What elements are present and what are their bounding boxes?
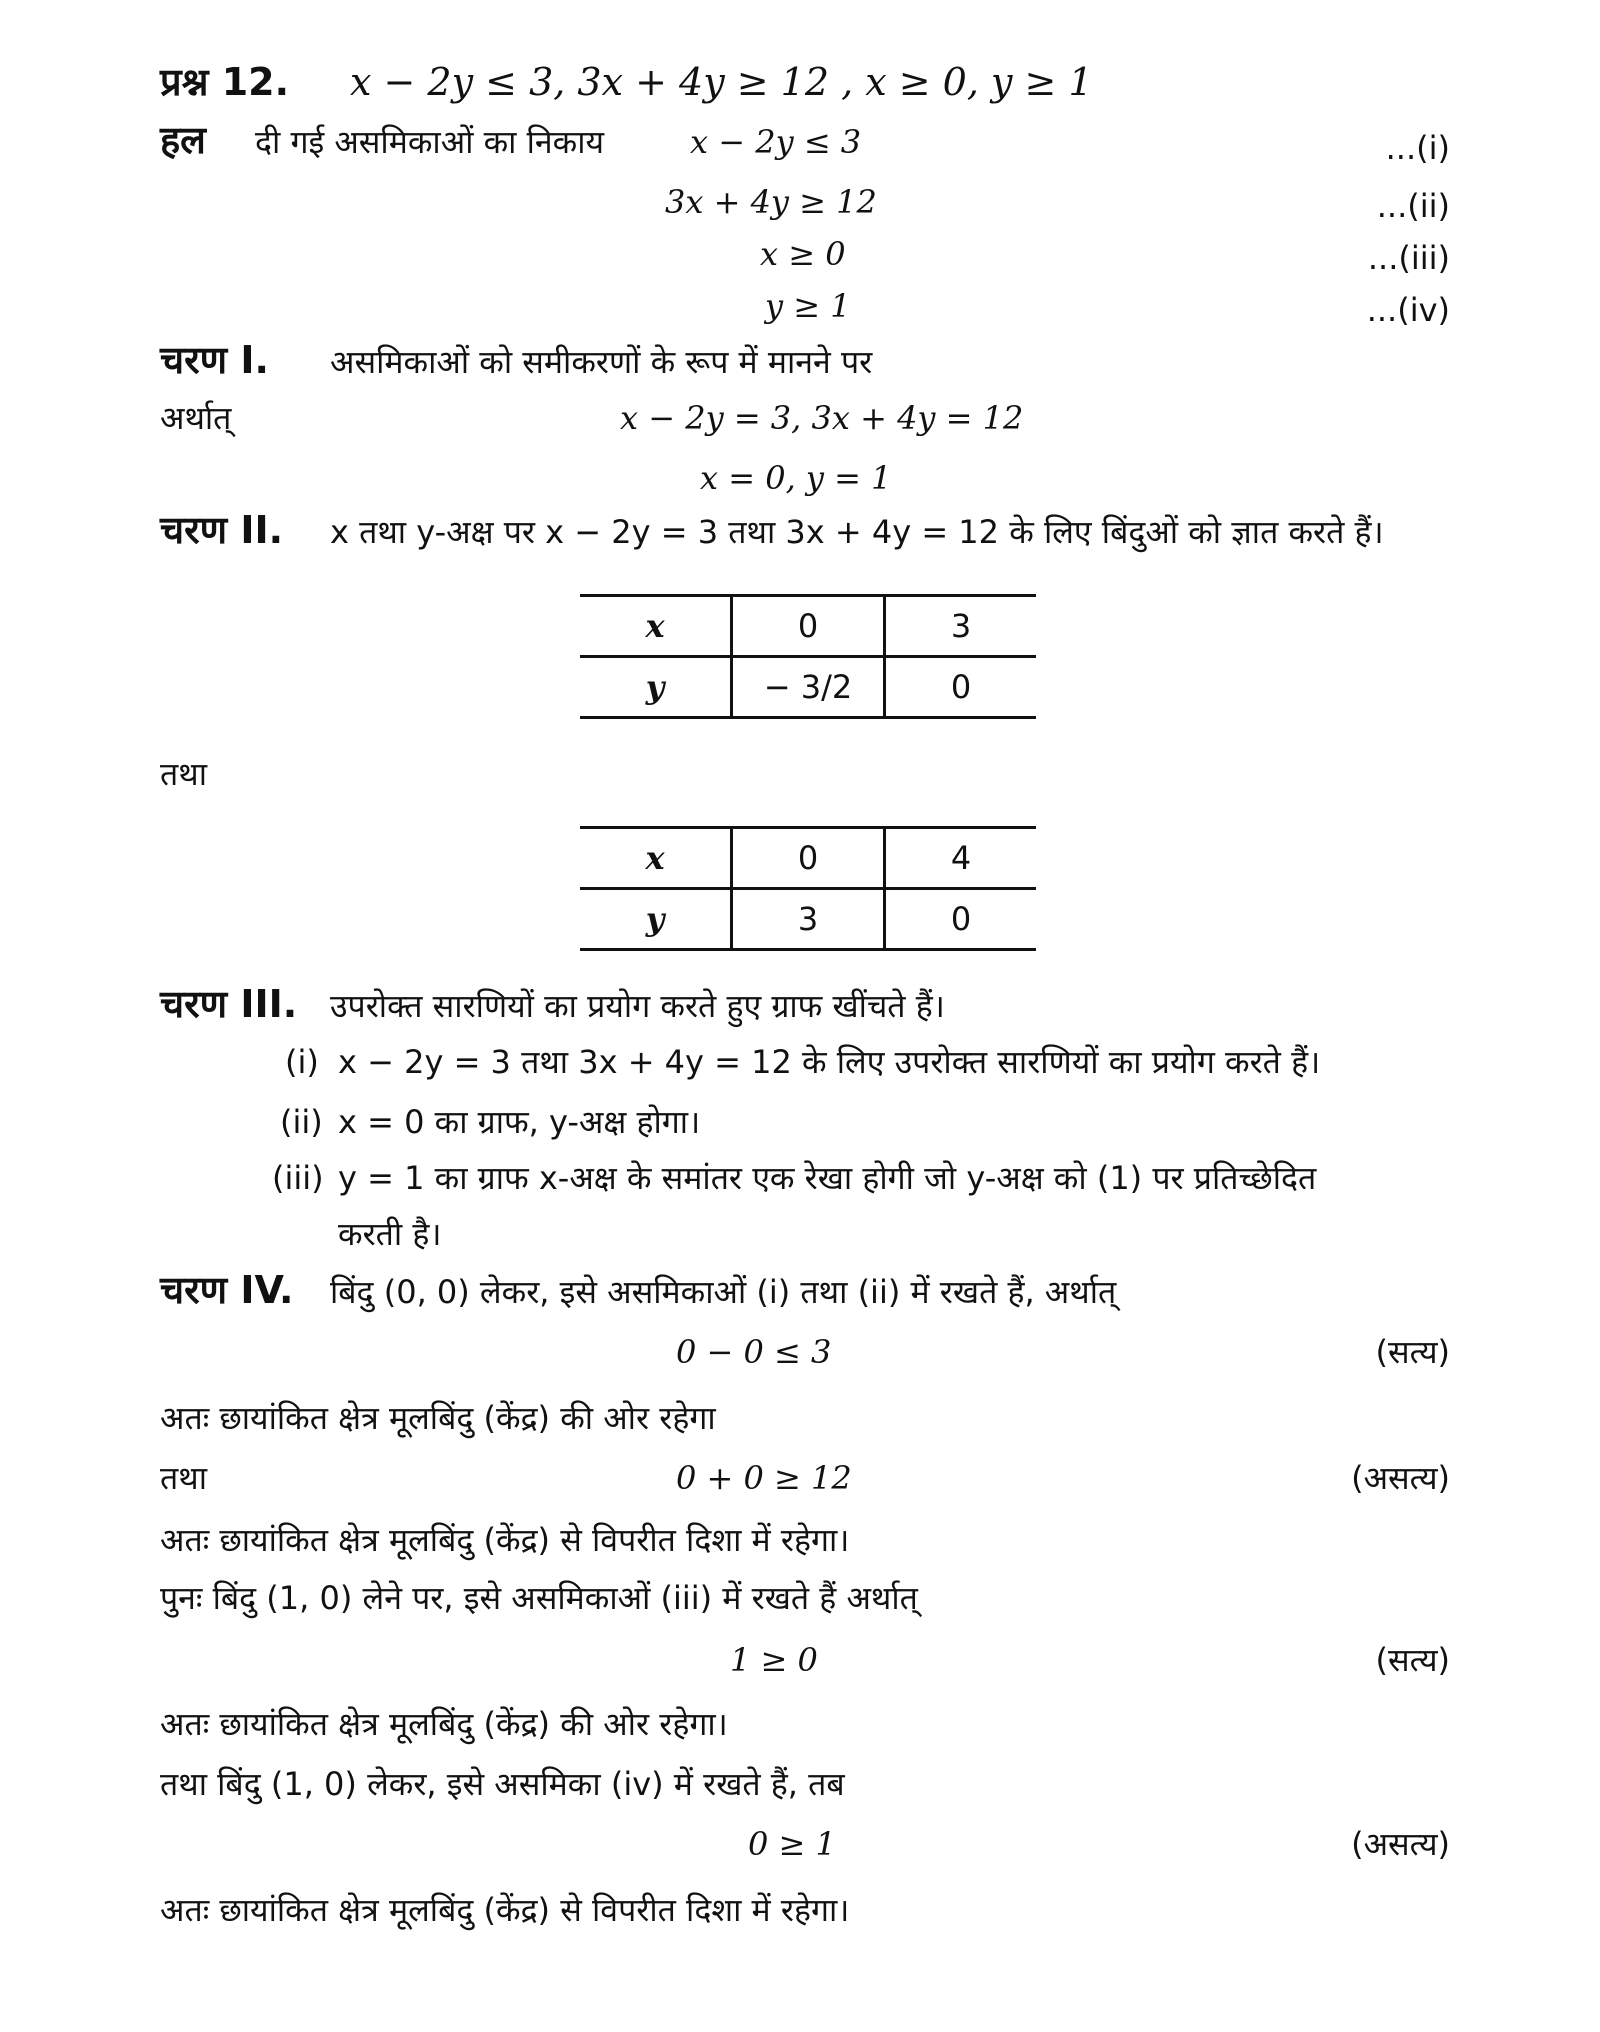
check-1-tag: (सत्य) bbox=[1375, 1333, 1450, 1371]
table-cell: 3 bbox=[885, 596, 1037, 657]
step3-item2-num: (ii) bbox=[280, 1103, 323, 1141]
step1-eq1: x − 2y = 3, 3x + 4y = 12 bbox=[620, 399, 1024, 437]
step3-item3-text2: करती है। bbox=[338, 1215, 442, 1253]
check-2: 0 + 0 ≥ 12 bbox=[676, 1459, 852, 1497]
conclusion-2: अतः छायांकित क्षेत्र मूलबिंदु (केंद्र) से विपरीत दिशा में रहेगा। bbox=[160, 1521, 850, 1559]
inequality-4-tag: ...(iv) bbox=[1366, 291, 1450, 329]
question-statement: x − 2y ≤ 3, 3x + 4y ≥ 12 , x ≥ 0, y ≥ 1 bbox=[350, 60, 1093, 104]
check-4: 0 ≥ 1 bbox=[748, 1825, 836, 1863]
step3-text: उपरोक्त सारणियों का प्रयोग करते हुए ग्राफ खींचते हैं। bbox=[330, 987, 945, 1025]
check-3-tag: (सत्य) bbox=[1375, 1641, 1450, 1679]
step1-arthat: अर्थात् bbox=[160, 399, 232, 437]
inequality-3-tag: ...(iii) bbox=[1367, 239, 1450, 277]
table-cell: 0 bbox=[732, 596, 885, 657]
table-cell: 0 bbox=[732, 828, 885, 889]
check-1: 0 − 0 ≤ 3 bbox=[676, 1333, 832, 1371]
inequality-2-tag: ...(ii) bbox=[1376, 187, 1450, 225]
table-row bbox=[580, 828, 1036, 889]
inequality-2: 3x + 4y ≥ 12 bbox=[665, 183, 877, 221]
table-cell: 4 bbox=[885, 828, 1037, 889]
step2-tatha: तथा bbox=[160, 755, 207, 793]
step2-label: चरण II. bbox=[160, 508, 284, 552]
check-4-tag: (असत्य) bbox=[1351, 1825, 1450, 1863]
step4-text: बिंदु (0, 0) लेकर, इसे असमिकाओं (i) तथा (ii) में रखते हैं, अर्थात् bbox=[330, 1273, 1117, 1311]
step1-eq2: x = 0, y = 1 bbox=[700, 459, 892, 497]
step3-item1-num: (i) bbox=[285, 1043, 319, 1081]
question-label: प्रश्न 12. bbox=[160, 60, 290, 104]
inequality-4: y ≥ 1 bbox=[765, 287, 851, 325]
step3-item1-text: x − 2y = 3 तथा 3x + 4y = 12 के लिए उपरोक्त सारणियों का प्रयोग करते हैं। bbox=[338, 1043, 1321, 1081]
table-cell: 3 bbox=[732, 889, 885, 950]
solution-intro: दी गई असमिकाओं का निकाय bbox=[255, 123, 605, 161]
conclusion-4: अतः छायांकित क्षेत्र मूलबिंदु (केंद्र) से विपरीत दिशा में रहेगा। bbox=[160, 1891, 850, 1929]
table-cell: x bbox=[580, 596, 732, 657]
conclusion-1: अतः छायांकित क्षेत्र मूलबिंदु (केंद्र) की ओर रहेगा bbox=[160, 1399, 716, 1437]
check-3: 1 ≥ 0 bbox=[730, 1641, 818, 1679]
step3-item3-text: y = 1 का ग्राफ x-अक्ष के समांतर एक रेखा होगी जो y-अक्ष को (1) पर प्रतिच्छेदित bbox=[338, 1159, 1317, 1197]
inequality-1: x − 2y ≤ 3 bbox=[690, 123, 862, 161]
solution-label: हल bbox=[160, 118, 206, 162]
again-text: पुनः बिंदु (1, 0) लेने पर, इसे असमिकाओं (iii) में रखते हैं अर्थात् bbox=[160, 1579, 918, 1617]
again2-text: तथा बिंदु (1, 0) लेकर, इसे असमिका (iv) में रखते हैं, तब bbox=[160, 1765, 845, 1803]
step1-label: चरण I. bbox=[160, 338, 269, 382]
table-row bbox=[580, 596, 1036, 657]
step3-label: चरण III. bbox=[160, 982, 298, 1026]
step3-item3-num: (iii) bbox=[272, 1159, 324, 1197]
table-row bbox=[580, 889, 1036, 950]
step4-tatha: तथा bbox=[160, 1459, 207, 1497]
value-table-1 bbox=[580, 594, 1036, 719]
value-table-2 bbox=[580, 826, 1036, 951]
table-row bbox=[580, 657, 1036, 718]
table-cell: − 3/2 bbox=[732, 657, 885, 718]
step3-item2-text: x = 0 का ग्राफ, y-अक्ष होगा। bbox=[338, 1103, 701, 1141]
table-cell: y bbox=[580, 657, 732, 718]
inequality-1-tag: ...(i) bbox=[1385, 129, 1450, 167]
table-cell: y bbox=[580, 889, 732, 950]
step2-text: x तथा y-अक्ष पर x − 2y = 3 तथा 3x + 4y = 12 के लिए बिंदुओं को ज्ञात करते हैं। bbox=[330, 513, 1384, 551]
inequality-3: x ≥ 0 bbox=[760, 235, 846, 273]
conclusion-3: अतः छायांकित क्षेत्र मूलबिंदु (केंद्र) की ओर रहेगा। bbox=[160, 1705, 728, 1743]
table-cell: 0 bbox=[885, 657, 1037, 718]
table-cell: x bbox=[580, 828, 732, 889]
table-cell: 0 bbox=[885, 889, 1037, 950]
check-2-tag: (असत्य) bbox=[1351, 1459, 1450, 1497]
step4-label: चरण IV. bbox=[160, 1268, 294, 1312]
step1-text: असमिकाओं को समीकरणों के रूप में मानने पर bbox=[330, 343, 873, 381]
